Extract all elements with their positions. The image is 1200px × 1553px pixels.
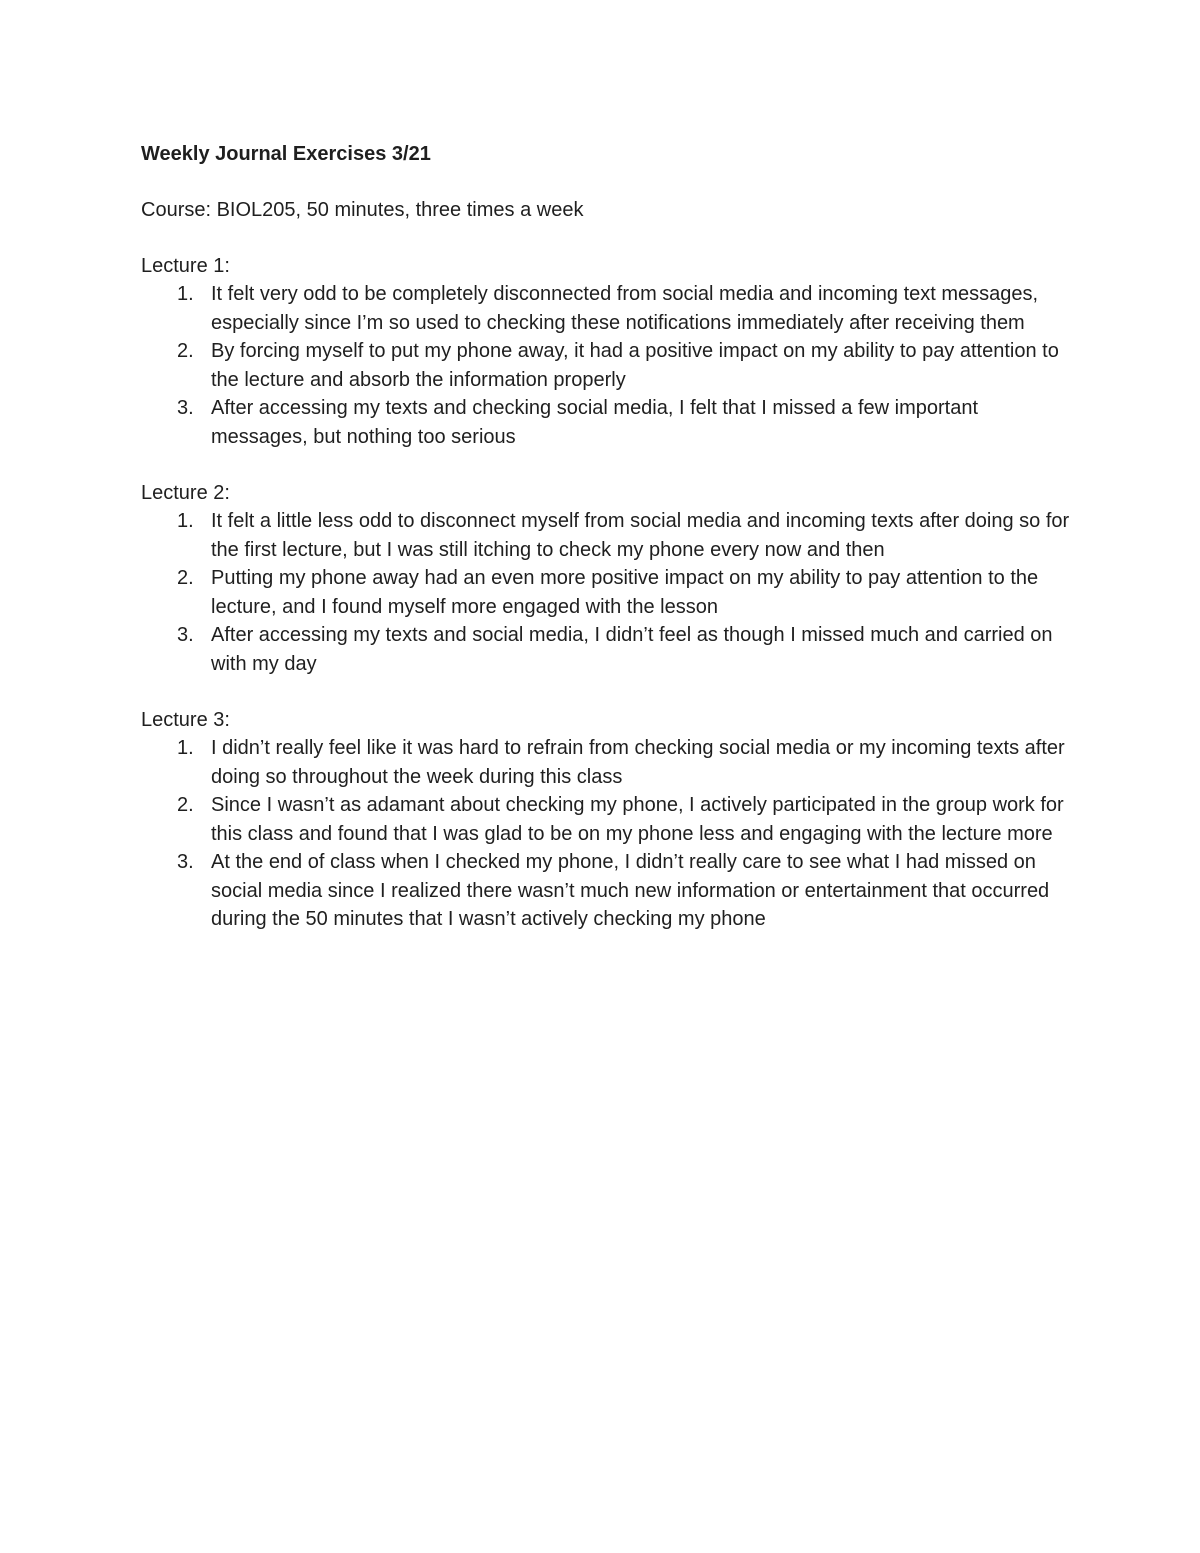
list-item [141,791,1071,848]
list-item-text: Putting my phone away had an even more positive impact on my ability to pay attention to the lecture, and I found myself more engaged with the lesson [211,567,1039,618]
list-number: 3. [177,624,194,646]
list-item [141,621,1071,678]
list-item-text: After accessing my texts and social media, I didn’t feel as though I missed much and carried on with my day [211,624,1053,675]
list-item-text: After accessing my texts and checking social media, I felt that I missed a few important messages, but nothing too serious [211,397,979,448]
list-item-text: At the end of class when I checked my phone, I didn’t really care to see what I had missed on social media since I realized there wasn’t much new information or entertainment that occurred during the 50 minutes that I wasn’t actively checking my phone [211,851,1050,930]
list-item [141,507,1071,564]
list-item [141,280,1071,337]
list-item [141,337,1071,394]
course-line: Course: BIOL205, 50 minutes, three times a week [141,199,584,221]
list-number: 1. [177,283,194,305]
lecture-heading: Lecture 2: [141,482,230,504]
list-item [141,734,1071,791]
list-item-text: It felt very odd to be completely disconnected from social media and incoming text messages, especially since I’m so used to checking these notifications immediately after receiving them [211,283,1039,334]
list-item [141,394,1071,451]
list-number: 3. [177,397,194,419]
list-number: 2. [177,567,194,589]
list-number: 3. [177,851,194,873]
lecture-section-1 [141,252,1071,451]
document-title: Weekly Journal Exercises 3/21 [141,143,431,165]
lecture-section-2 [141,479,1071,678]
lecture-list [141,734,1071,934]
list-item-text: By forcing myself to put my phone away, it had a positive impact on my ability to pay attention to the lecture and absorb the information properly [211,340,1059,391]
list-number: 1. [177,510,194,532]
lecture-heading: Lecture 3: [141,709,230,731]
list-number: 1. [177,737,194,759]
list-item-text: I didn’t really feel like it was hard to refrain from checking social media or my incoming texts after doing so throughout the week during this class [211,737,1065,788]
list-item-text: It felt a little less odd to disconnect myself from social media and incoming texts after doing so for the first lecture, but I was still itching to check my phone every now and then [211,510,1070,561]
list-item [141,848,1071,934]
lecture-list [141,507,1071,678]
lecture-list [141,280,1071,451]
document-page [141,140,1071,962]
list-number: 2. [177,340,194,362]
list-item-text: Since I wasn’t as adamant about checking my phone, I actively participated in the group work for this class and found that I was glad to be on my phone less and engaging with the lecture more [211,794,1064,845]
lecture-heading: Lecture 1: [141,255,230,277]
list-number: 2. [177,794,194,816]
list-item [141,564,1071,621]
lecture-section-3 [141,706,1071,934]
